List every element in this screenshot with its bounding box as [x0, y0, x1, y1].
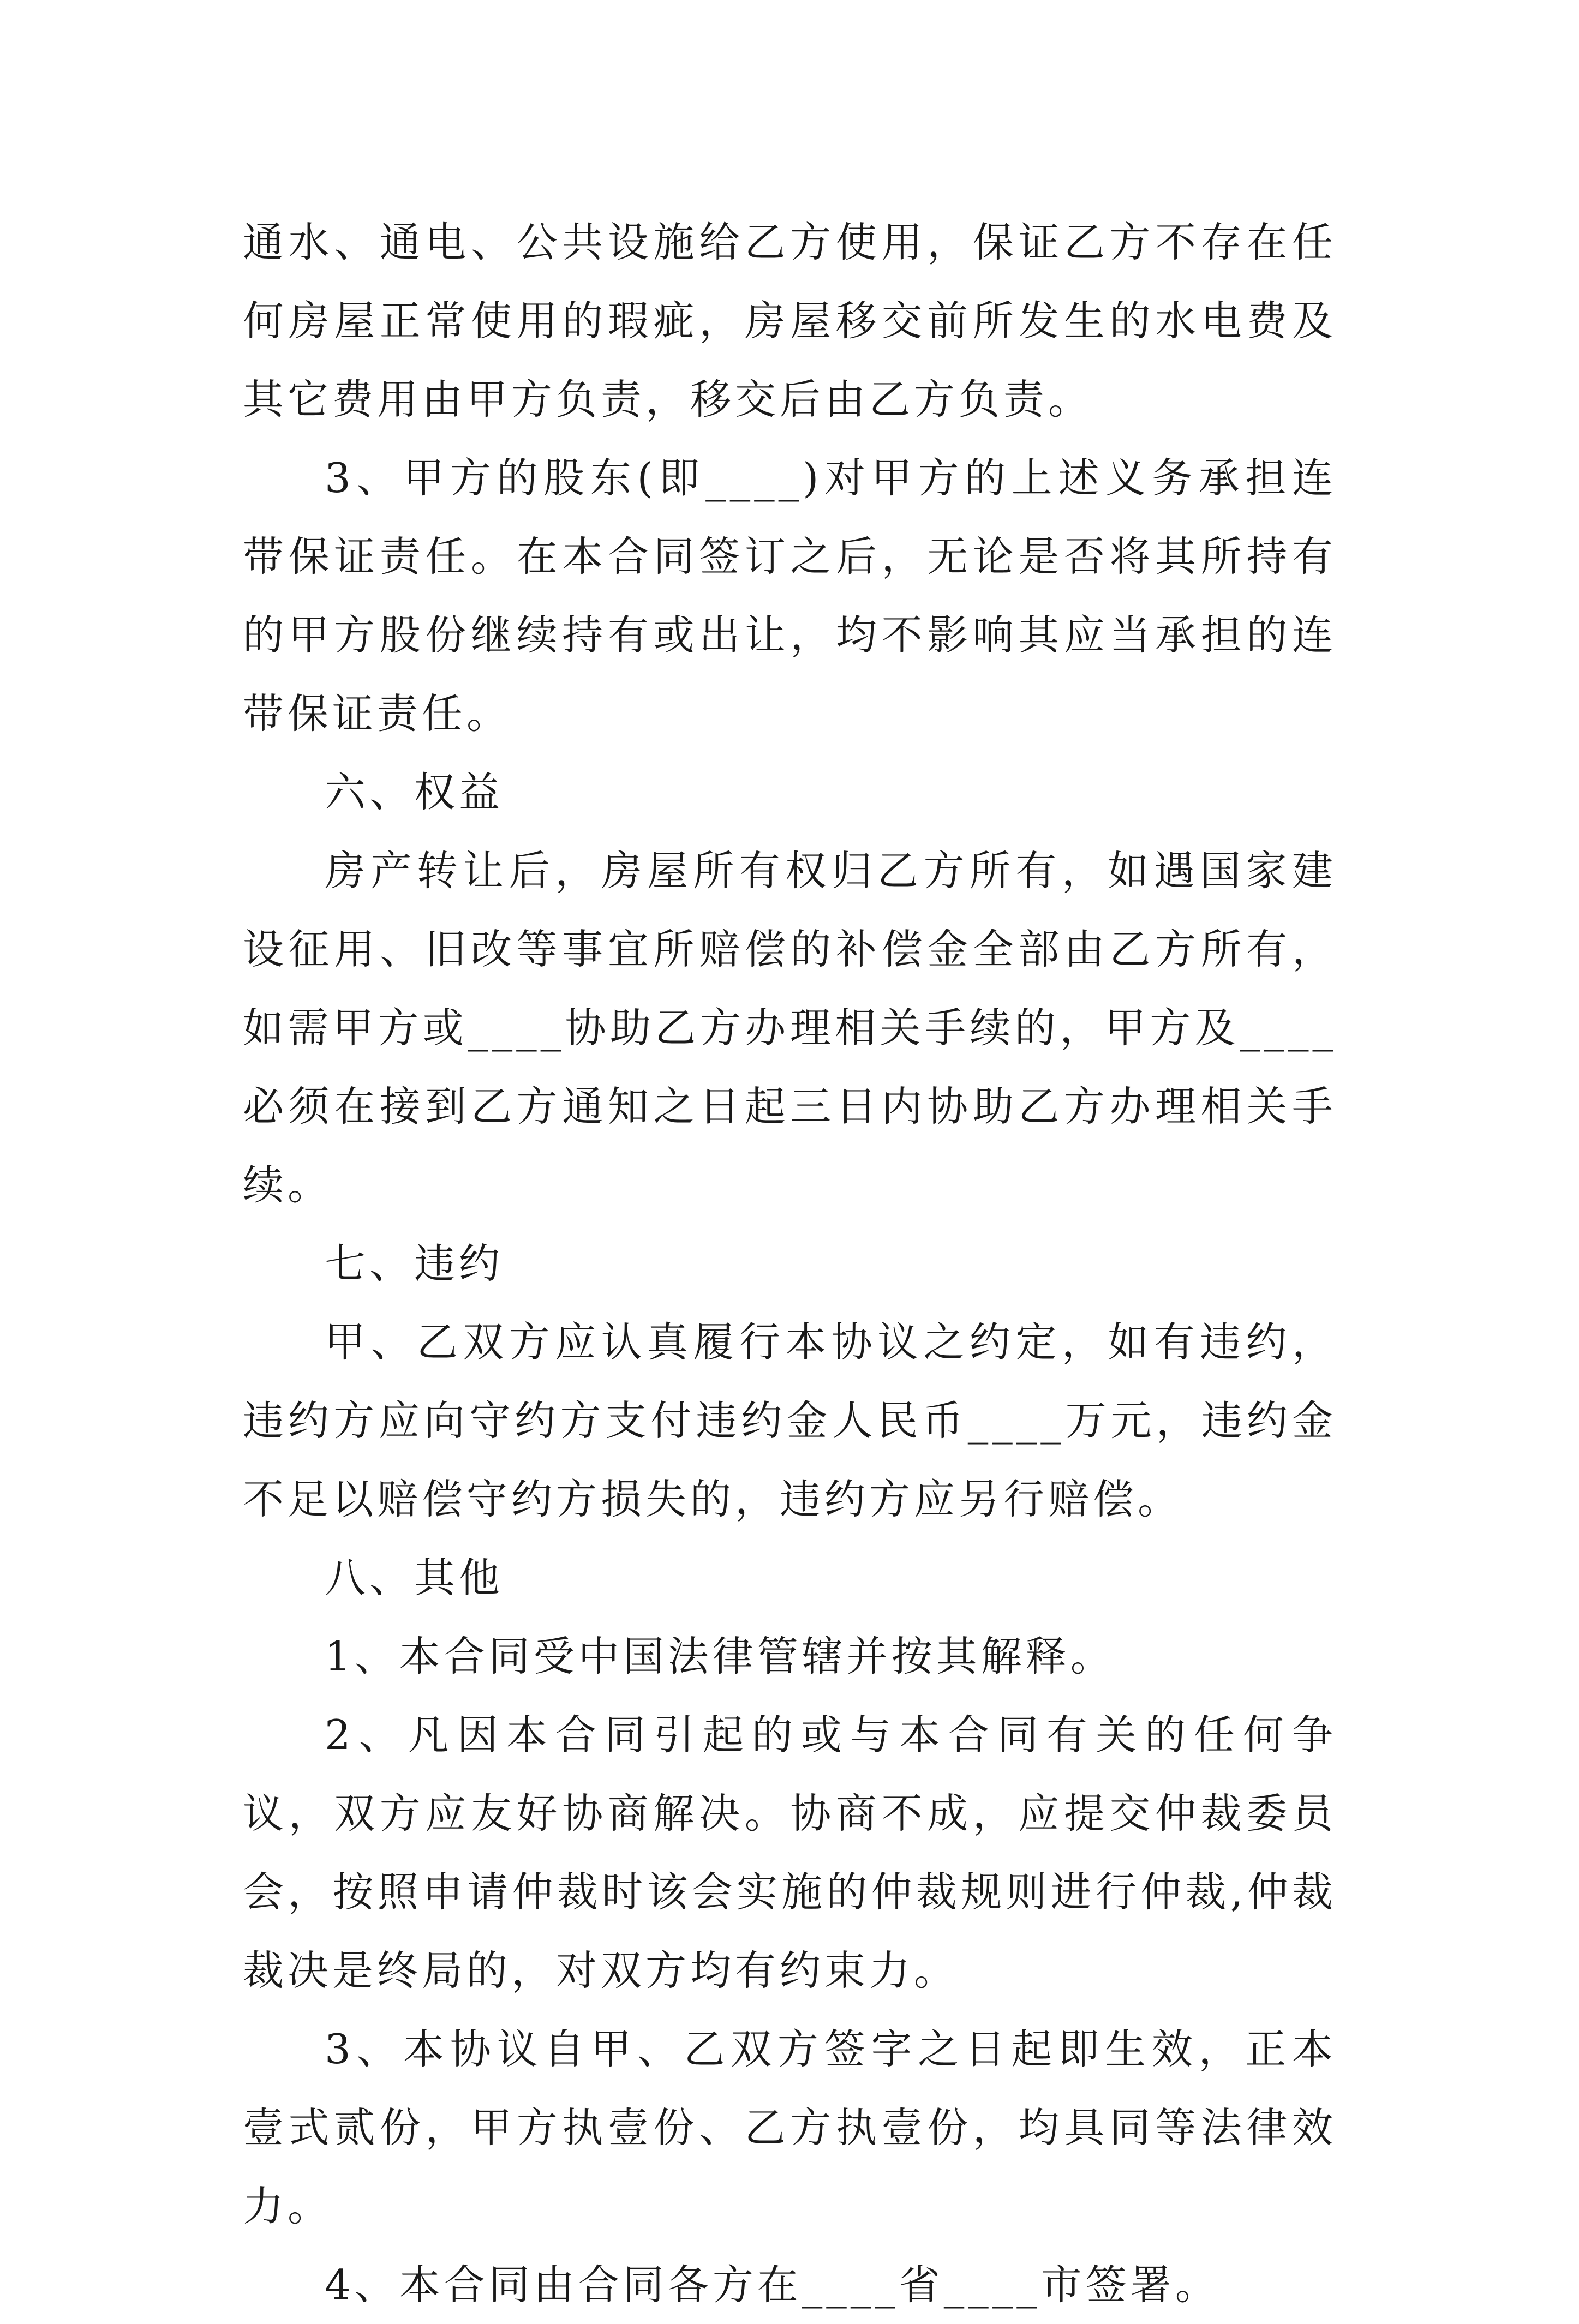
section-heading-breach: 七、违约: [325, 1239, 504, 1287]
paragraph-utilities-handover: 通水、通电、公共设施给乙方使用，保证乙方不存在任何房屋正常使用的瑕疵，房屋移交前所发生的水电费及其它费用由甲方负责，移交后由乙方负责。: [243, 218, 1337, 423]
section-heading-rights: 六、权益: [325, 768, 504, 816]
document-body: [243, 203, 1337, 2324]
section-heading-other: 八、其他: [325, 1554, 504, 1602]
paragraph-dispute-arbitration: 2、凡因本合同引起的或与本合同有关的任何争议，双方应友好协商解决。协商不成，应提交仲裁委员会，按照申请仲裁时该会实施的仲裁规则进行仲裁,仲裁裁决是终局的，对双方均有约束力。: [243, 1711, 1337, 1994]
paragraph-shareholder-guarantee: 3、甲方的股东(即____)对甲方的上述义务承担连带保证责任。在本合同签订之后，无论是否将其所持有的甲方股份继续持有或出让，均不影响其应当承担的连带保证责任。: [243, 454, 1337, 738]
paragraph-breach: 甲、乙双方应认真履行本协议之约定，如有违约，违约方应向守约方支付违约金人民币____万元，违约金不足以赔偿守约方损失的，违约方应另行赔偿。: [243, 1318, 1337, 1523]
paragraph-signing-place: 4、本合同由合同各方在____省____市签署。: [325, 2261, 1220, 2309]
paragraph-effectiveness: 3、本协议自甲、乙双方签字之日起即生效，正本壹式贰份，甲方执壹份、乙方执壹份，均具同等法律效力。: [243, 2025, 1337, 2230]
paragraph-rights: 房产转让后，房屋所有权归乙方所有，如遇国家建设征用、旧改等事宜所赔偿的补偿金全部由乙方所有，如需甲方或____协助乙方办理相关手续的，甲方及____必须在接到乙方通知之日起三日内协助乙方办理相关手续。: [243, 847, 1337, 1209]
paragraph-governing-law: 1、本合同受中国法律管辖并按其解释。: [325, 1632, 1115, 1680]
